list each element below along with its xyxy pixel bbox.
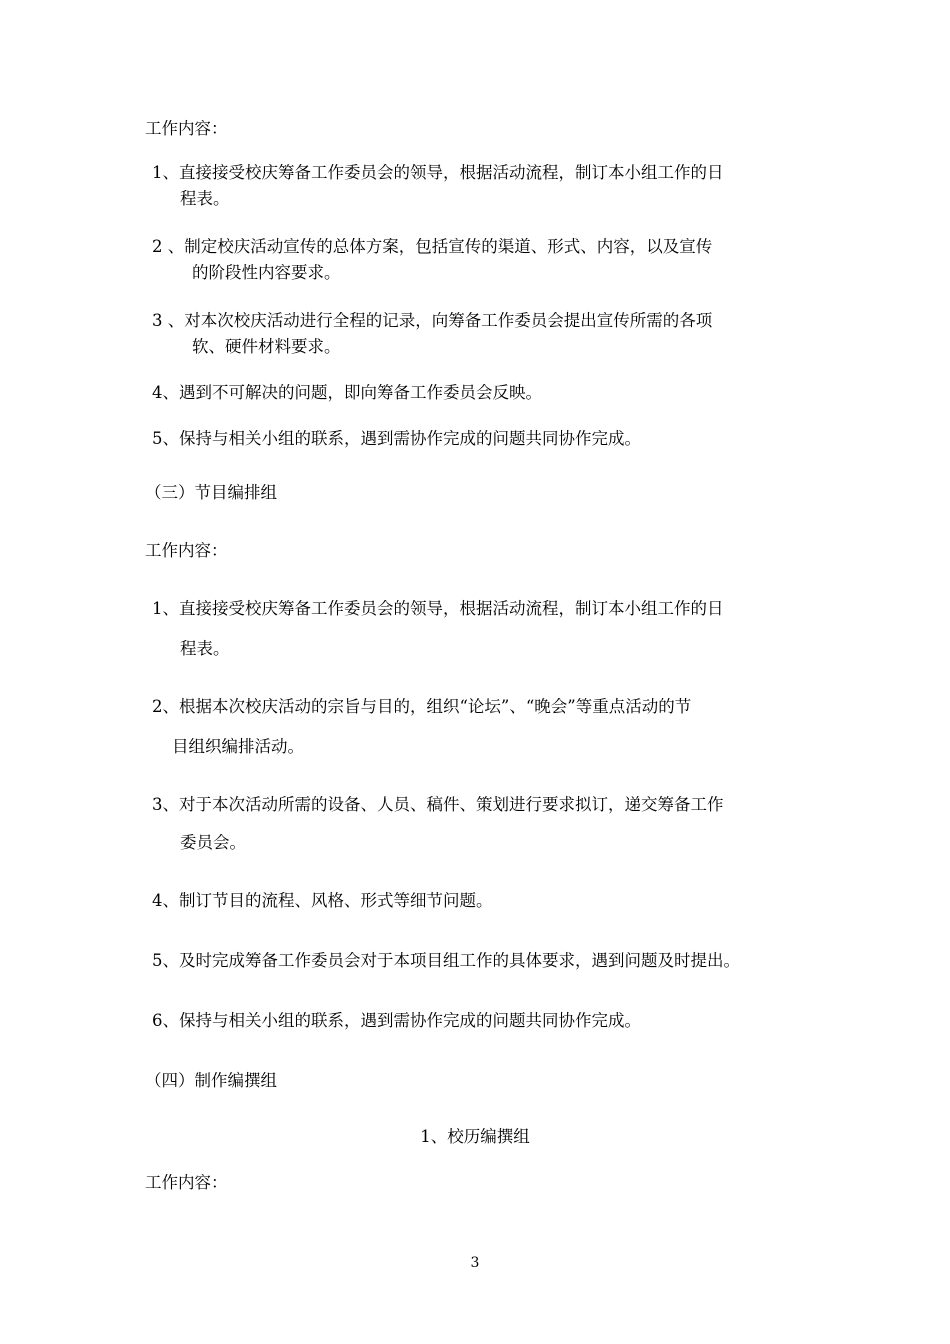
section3-item-6: 6、保持与相关小组的联系，遇到需协作完成的问题共同协作完成。: [152, 1011, 641, 1030]
section2-item-1-line2: 程表。: [180, 189, 230, 208]
section3-item-1-line2: 程表。: [180, 639, 230, 658]
section2-item-4: 4、遇到不可解决的问题，即向筹备工作委员会反映。: [152, 383, 542, 402]
section2-item-2-line1: 2 、制定校庆活动宣传的总体方案，包括宣传的渠道、形式、内容，以及宣传: [152, 237, 713, 256]
section4-heading: （四）制作编撰组: [145, 1071, 277, 1090]
section4-work-label: 工作内容：: [145, 1173, 228, 1192]
section2-work-label: 工作内容：: [145, 119, 228, 138]
section3-heading: （三）节目编排组: [145, 483, 277, 502]
section3-item-4: 4、制订节目的流程、风格、形式等细节问题。: [152, 891, 493, 910]
section3-item-3-line1: 3、对于本次活动所需的设备、人员、稿件、策划进行要求拟订，递交筹备工作: [152, 795, 724, 814]
section2-item-1-line1: 1、直接接受校庆筹备工作委员会的领导，根据活动流程，制订本小组工作的日: [152, 163, 724, 182]
section3-item-2-line2: 目组织编排活动。: [172, 737, 304, 756]
section2-item-5: 5、保持与相关小组的联系，遇到需协作完成的问题共同协作完成。: [152, 429, 641, 448]
section2-item-2-line2: 的阶段性内容要求。: [192, 263, 341, 282]
page-number: 3: [470, 1255, 480, 1271]
section2-item-3-line1: 3 、对本次校庆活动进行全程的记录，向筹备工作委员会提出宣传所需的各项: [152, 311, 713, 330]
section3-item-3-line2: 委员会。: [180, 833, 246, 852]
section3-work-label: 工作内容：: [145, 541, 228, 560]
section4-subheading: 1、校历编撰组: [420, 1127, 530, 1146]
section2-item-3-line2: 软、硬件材料要求。: [192, 337, 341, 356]
section3-item-2-line1: 2、根据本次校庆活动的宗旨与目的，组织“论坛”、“晚会”等重点活动的节: [152, 697, 692, 716]
section3-item-1-line1: 1、直接接受校庆筹备工作委员会的领导，根据活动流程，制订本小组工作的日: [152, 599, 724, 618]
section3-item-5: 5、及时完成筹备工作委员会对于本项目组工作的具体要求，遇到问题及时提出。: [152, 951, 740, 970]
